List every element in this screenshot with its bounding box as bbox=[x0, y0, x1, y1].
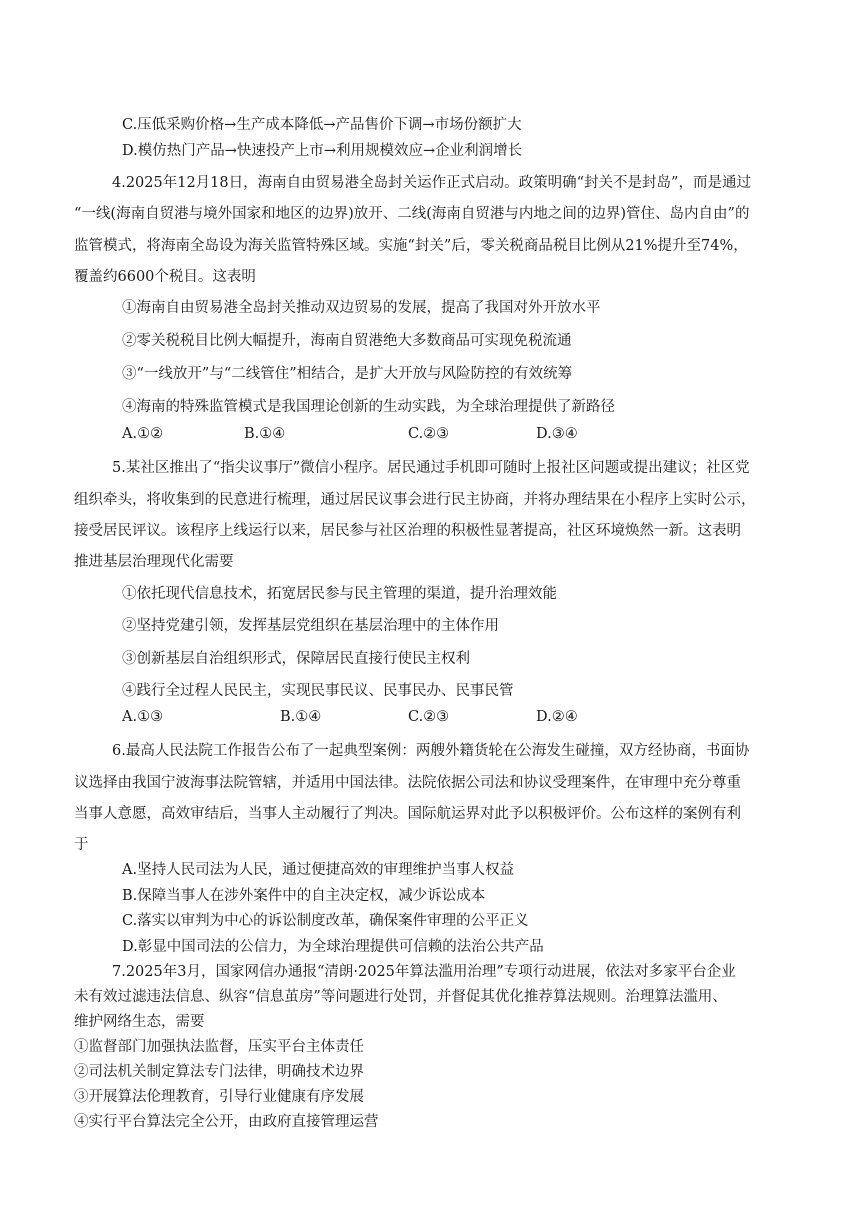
q7-statement: ④实行平台算法完全公开，由政府直接管理运营 bbox=[74, 1114, 379, 1130]
q7-stem-line: 7.2025年3月，国家网信办通报“清朗·2025年算法滥用治理”专项行动进展，依法对多家平台企业 bbox=[112, 964, 736, 980]
q6-stem-line: 当事人意愿，高效审结后，当事人主动履行了判决。国际航运界对此予以积极评价。公布这样的案例有利 bbox=[74, 806, 741, 822]
q5-stem-line: 接受居民评议。该程序上线运行以来，居民参与社区治理的积极性显著提高，社区环境焕然一新。这表明 bbox=[74, 523, 741, 539]
q3-option-c: C.压低采购价格→生产成本降低→产品售价下调→市场份额扩大 bbox=[122, 117, 522, 133]
q4-statement: ②零关税税目比例大幅提升，海南自贸港绝大多数商品可实现免税流通 bbox=[122, 333, 572, 349]
q7-statement: ①监督部门加强执法监督，压实平台主体责任 bbox=[74, 1039, 364, 1055]
q4-stem-line: 监管模式，将海南全岛设为海关监管特殊区域。实施“封关”后，零关税商品税目比例从21%提升至74%， bbox=[74, 238, 748, 254]
q6-option-a: A.坚持人民司法为人民，通过便捷高效的审理维护当事人权益 bbox=[122, 862, 515, 878]
q5-statement: ①依托现代信息技术，拓宽居民参与民主管理的渠道，提升治理效能 bbox=[122, 586, 557, 602]
q6-option-b: B.保障当事人在涉外案件中的自主决定权，减少诉讼成本 bbox=[122, 888, 486, 904]
q4-statement: ④海南的特殊监管模式是我国理论创新的生动实践，为全球治理提供了新路径 bbox=[122, 399, 615, 415]
q4-stem-line: “一线(海南自贸港与境外国家和地区的边界)放开、二线(海南自贸港与内地之间的边界)管住、岛内自由”的 bbox=[74, 206, 750, 222]
q4-stem-line: 4.2025年12月18日，海南自由贸易港全岛封关运作正式启动。政策明确“封关不是封岛”，而是通过 bbox=[112, 175, 751, 191]
q7-statement: ②司法机关制定算法专门法律，明确技术边界 bbox=[74, 1064, 364, 1080]
q5-choice-a: A.①③ bbox=[122, 709, 164, 725]
q5-choice-d: D.②④ bbox=[536, 709, 578, 725]
q5-choice-b: B.①④ bbox=[280, 709, 322, 725]
q6-stem-line: 于 bbox=[74, 837, 89, 853]
q7-stem-line: 维护网络生态，需要 bbox=[74, 1014, 205, 1030]
q4-choice-b: B.①④ bbox=[244, 426, 286, 442]
q4-choice-d: D.③④ bbox=[536, 426, 578, 442]
q5-statement: ③创新基层自治组织形式，保障居民直接行使民主权利 bbox=[122, 651, 470, 667]
q4-stem-line: 覆盖约6600个税目。这表明 bbox=[74, 269, 256, 285]
q5-stem-line: 推进基层治理现代化需要 bbox=[74, 554, 234, 570]
q4-statement: ①海南自由贸易港全岛封关推动双边贸易的发展，提高了我国对外开放水平 bbox=[122, 300, 601, 316]
q7-statement: ③开展算法伦理教育，引导行业健康有序发展 bbox=[74, 1089, 364, 1105]
q5-stem-line: 组织牵头，将收集到的民意进行梳理，通过居民议事会进行民主协商，并将办理结果在小程序上实时公示， bbox=[74, 492, 756, 508]
q3-option-d: D.模仿热门产品→快速投产上市→利用规模效应→企业利润增长 bbox=[122, 143, 523, 159]
q5-stem-line: 5.某社区推出了“指尖议事厅”微信小程序。居民通过手机即可随时上报社区问题或提出建议；社区党 bbox=[112, 460, 750, 476]
q7-stem-line: 未有效过滤违法信息、纵容“信息茧房”等问题进行处罚，并督促其优化推荐算法规则。治理算法滥用、 bbox=[74, 989, 727, 1005]
q4-choice-c: C.②③ bbox=[408, 426, 450, 442]
q5-statement: ④践行全过程人民民主，实现民事民议、民事民办、民事民管 bbox=[122, 683, 514, 699]
q6-option-d: D.彰显中国司法的公信力，为全球治理提供可信赖的法治公共产品 bbox=[122, 939, 544, 955]
q5-statement: ②坚持党建引领，发挥基层党组织在基层治理中的主体作用 bbox=[122, 618, 499, 634]
q6-stem-line: 议选择由我国宁波海事法院管辖，并适用中国法律。法院依据公司法和协议受理案件，在审理中充分尊重 bbox=[74, 775, 741, 791]
q4-choice-a: A.①② bbox=[122, 426, 164, 442]
q4-statement: ③“一线放开”与“二线管住”相结合，是扩大开放与风险防控的有效统筹 bbox=[122, 366, 573, 382]
q5-choice-c: C.②③ bbox=[408, 709, 450, 725]
q6-option-c: C.落实以审判为中心的诉讼制度改革，确保案件审理的公平正义 bbox=[122, 913, 529, 929]
q6-stem-line: 6.最高人民法院工作报告公布了一起典型案例：两艘外籍货轮在公海发生碰撞，双方经协商，书面协 bbox=[112, 743, 750, 759]
